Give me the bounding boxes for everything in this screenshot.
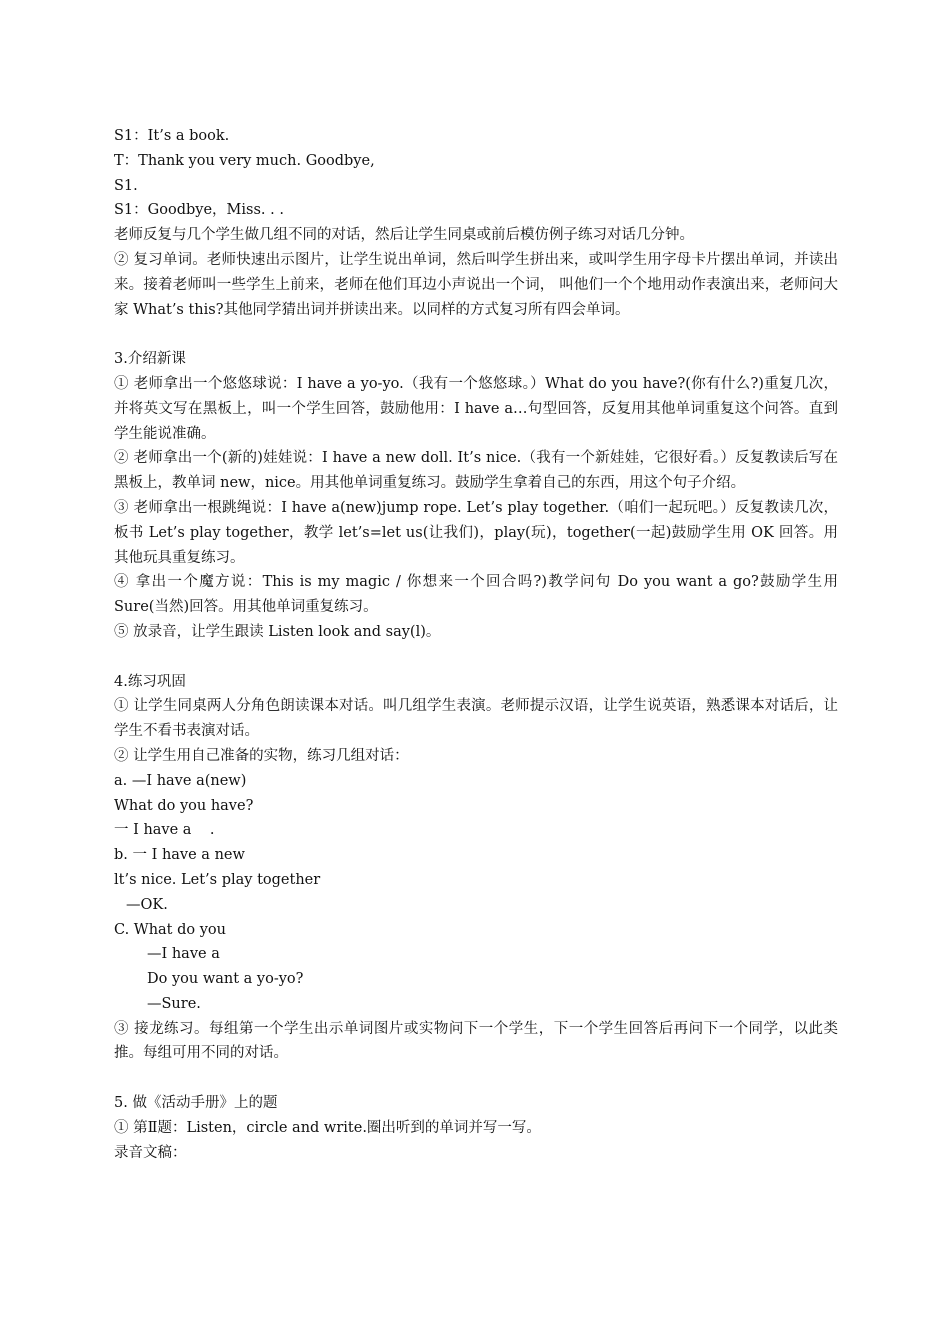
dialog-c-line: Do you want a yo-yo? xyxy=(147,971,304,988)
dialog-a-line: 一 I have a . xyxy=(114,822,215,839)
list-item: 录音文稿： xyxy=(114,1144,187,1161)
dialog-a-line: a. —I have a(new) xyxy=(114,772,247,789)
dialogue-line: S1. xyxy=(114,177,138,194)
list-item: ③ 老师拿出一根跳绳说：I have a(new)jump rope. Let’s play together.（咱们一起玩吧。）反复教读几次，板书 Let’s play together，教学 let’s=let us(让我们)，play(玩)，together(一起)鼓励学生用 OK 回答。用其他玩具重复练习。 xyxy=(114,499,838,566)
dialog-a-line: What do you have? xyxy=(114,797,254,814)
spacer xyxy=(114,322,838,347)
spacer xyxy=(114,1066,838,1091)
list-item: ① 老师拿出一个悠悠球说：I have a yo-yo.（我有一个悠悠球。）What do you have?(你有什么?)重复几次，并将英文写在黑板上，叫一个学生回答，鼓励他用：I have a…句型回答，反复用其他单词重复这个问答。直到学生能说准确。 xyxy=(114,375,838,442)
list-item: ② 让学生用自己准备的实物，练习几组对话： xyxy=(114,747,409,764)
dialog-c-line: —I have a xyxy=(147,946,220,963)
dialogue-line: S1：Goodbye，Miss. . . xyxy=(114,202,284,219)
review-paragraph: 老师反复与几个学生做几组不同的对话，然后让学生同桌或前后模仿例子练习对话几分钟。 xyxy=(114,227,694,244)
dialog-b-line: lt’s nice. Let’s play together xyxy=(114,871,321,888)
list-item: ⑤ 放录音，让学生跟读 Listen look and say(l)。 xyxy=(114,623,441,640)
section-heading: 5. 做《活动手册》上的题 xyxy=(114,1095,278,1112)
list-item: ③ 接龙练习。每组第一个学生出示单词图片或实物问下一个学生，下一个学生回答后再问下一个同学，以此类推。每组可用不同的对话。 xyxy=(114,1020,838,1062)
document-page xyxy=(114,124,838,1165)
dialog-c-line: C. What do you xyxy=(114,921,226,938)
section-heading: 4.练习巩固 xyxy=(114,673,186,690)
list-item: ① 第Ⅱ题：Listen，circle and write.圈出听到的单词并写一写。 xyxy=(114,1119,541,1136)
list-item: ① 让学生同桌两人分角色朗读课本对话。叫几组学生表演。老师提示汉语，让学生说英语，熟悉课本对话后，让学生不看书表演对话。 xyxy=(114,698,838,740)
dialogue-line: S1：It’s a book. xyxy=(114,128,230,144)
list-item: ④ 拿出一个魔方说：This is my magic / 你想来一个回合吗?)教学问句 Do you want a go?鼓励学生用 Sure(当然)回答。用其他单词重复练习。 xyxy=(114,574,838,616)
dialogue-line: T：Thank you very much. Goodbye, xyxy=(114,152,375,169)
section-heading: 3.介绍新课 xyxy=(114,351,186,368)
spacer xyxy=(114,645,838,670)
dialog-b-line: b. 一 I have a new xyxy=(114,847,245,864)
dialog-c-line: —Sure. xyxy=(147,995,201,1012)
review-vocab-paragraph: ② 复习单词。老师快速出示图片，让学生说出单词，然后叫学生拼出来，或叫学生用字母卡片摆出单词，并读出来。接着老师叫一些学生上前来，老师在他们耳边小声说出一个词， 叫他们一个个地用动作表演出来，老师问大家 What’s this?其他同学猜出词并拼读出来。以同样的方式复习所有四会单词。 xyxy=(114,251,838,318)
dialog-b-line: —OK. xyxy=(126,896,168,913)
list-item: ② 老师拿出一个(新的)娃娃说：I have a new doll. It’s nice.（我有一个新娃娃，它很好看。）反复教读后写在黑板上，教单词 new，nice。用其他单词重复练习。鼓励学生拿着自己的东西，用这个句子介绍。 xyxy=(114,450,838,492)
